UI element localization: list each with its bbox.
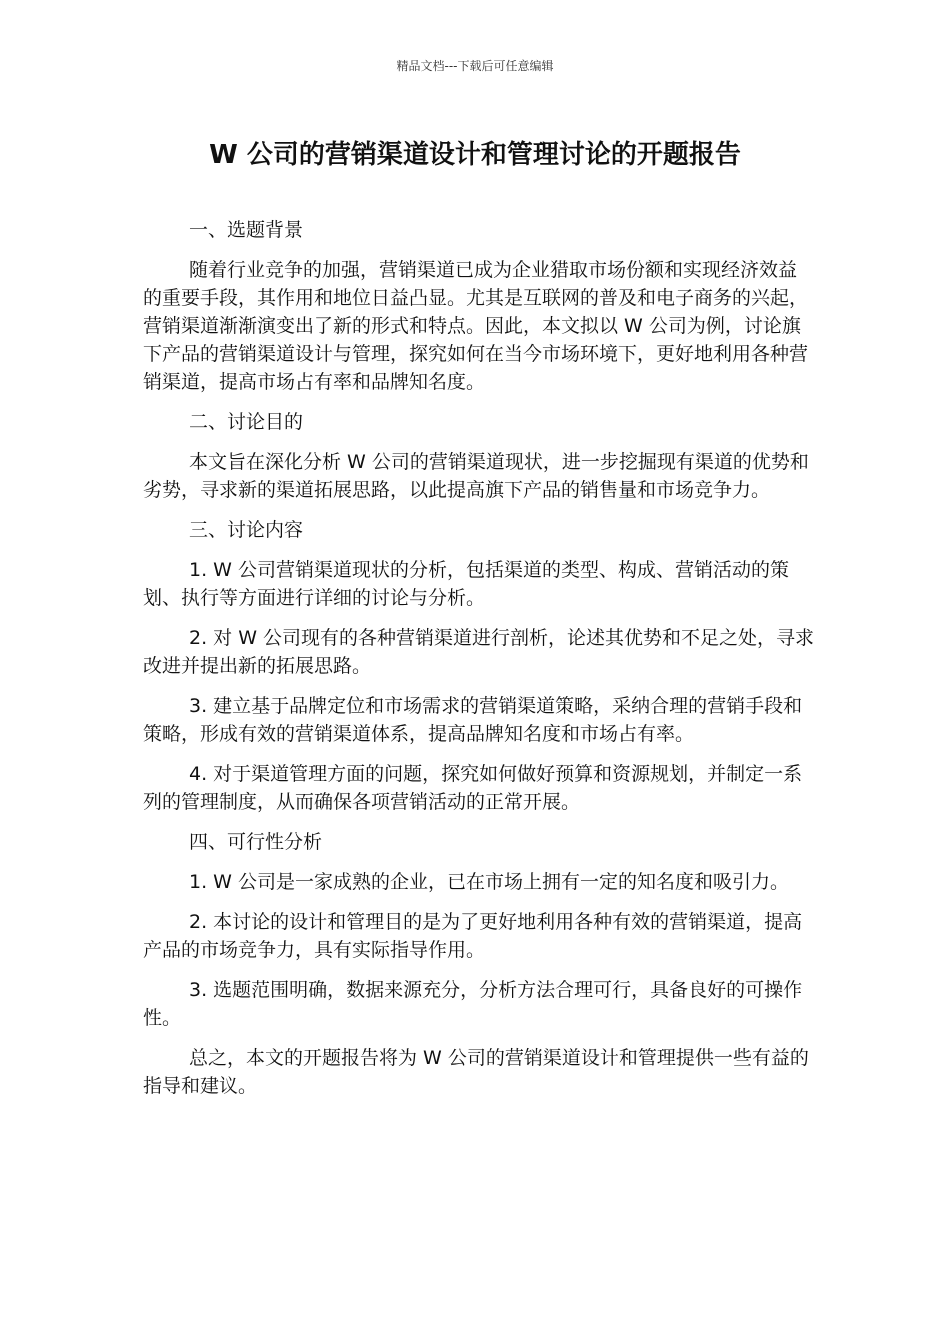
list-item: 4. 对于渠道管理方面的问题，探究如何做好预算和资源规划，并制定一系列的管理制度，从而确保各项营销活动的正常开展。 <box>143 763 803 813</box>
section-heading-purpose: 二、讨论目的 <box>189 411 304 433</box>
conclusion-paragraph: 总之，本文的开题报告将为 W 公司的营销渠道设计和管理提供一些有益的指导和建议。 <box>143 1047 809 1097</box>
document-body <box>143 216 815 1112</box>
section-heading-background: 一、选题背景 <box>189 219 304 241</box>
list-item: 3. 选题范围明确，数据来源充分，分析方法合理可行，具备良好的可操作性。 <box>143 979 803 1029</box>
section-heading-feasibility: 四、可行性分析 <box>189 831 323 853</box>
section-heading-content: 三、讨论内容 <box>189 519 304 541</box>
list-item: 2. 本讨论的设计和管理目的是为了更好地利用各种有效的营销渠道，提高产品的市场竞争力，具有实际指导作用。 <box>143 911 803 961</box>
header-note: 精品文档---下载后可任意编辑 <box>396 59 554 73</box>
document-title: W 公司的营销渠道设计和管理讨论的开题报告 <box>209 140 741 170</box>
list-item: 1. W 公司是一家成熟的企业，已在市场上拥有一定的知名度和吸引力。 <box>189 871 789 893</box>
list-item: 3. 建立基于品牌定位和市场需求的营销渠道策略，采纳合理的营销手段和策略，形成有效的营销渠道体系，提高品牌知名度和市场占有率。 <box>143 695 803 745</box>
paragraph: 本文旨在深化分析 W 公司的营销渠道现状，进一步挖掘现有渠道的优势和劣势，寻求新的渠道拓展思路，以此提高旗下产品的销售量和市场竞争力。 <box>143 451 809 501</box>
list-item: 1. W 公司营销渠道现状的分析，包括渠道的类型、构成、营销活动的策划、执行等方面进行详细的讨论与分析。 <box>143 559 789 609</box>
paragraph: 随着行业竞争的加强，营销渠道已成为企业猎取市场份额和实现经济效益的重要手段，其作用和地位日益凸显。尤其是互联网的普及和电子商务的兴起，营销渠道渐渐演变出了新的形式和特点。因此，本文拟以 W 公司为例，讨论旗下产品的营销渠道设计与管理，探究如何在当今市场环境下，更好地利用各种营销渠道，提高市场占有率和品牌知名度。 <box>143 259 809 393</box>
list-item: 2. 对 W 公司现有的各种营销渠道进行剖析，论述其优势和不足之处，寻求改进并提出新的拓展思路。 <box>143 627 815 677</box>
